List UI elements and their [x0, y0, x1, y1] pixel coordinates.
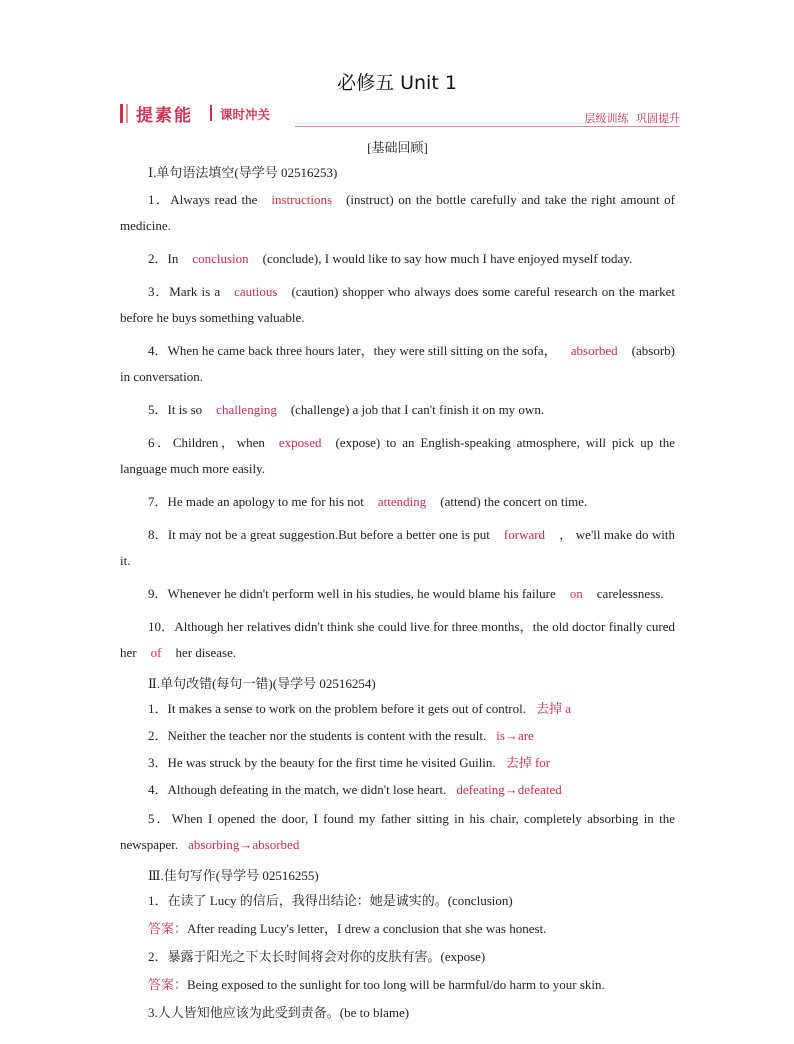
question: 3.人人皆知他应该为此受到责备。(be to blame)	[148, 1005, 410, 1020]
answer: attending	[377, 494, 427, 509]
list-item: 10．Although her relatives didn't think she could live for three months，the old doctor finally cured her of her disease.	[120, 619, 675, 660]
list-item: 7．He made an apology to me for his not attending (attend) the concert on time.	[148, 494, 588, 509]
section-banner	[120, 101, 680, 127]
list-item: 4．Although defeating in the match, we didn't lose heart. defeating→defeated	[148, 782, 562, 797]
banner-accent-bar	[120, 104, 123, 123]
worksheet-content	[120, 135, 675, 1030]
answer: conclusion	[192, 251, 249, 266]
list-item: 3．Mark is a cautious (caution) shopper who always does some careful research on the market before he buys something valuable.	[120, 284, 675, 325]
list-item: 5．It is so challenging (challenge) a job that I can't finish it on my own.	[148, 402, 545, 417]
answer: challenging	[216, 402, 277, 417]
question: 1．在读了 Lucy 的信后，我得出结论：她是诚实的。(conclusion)	[148, 893, 513, 908]
part3-list	[120, 890, 675, 1024]
part2-heading: Ⅱ.单句改错(每句一错)(导学号 02516254)	[148, 676, 376, 691]
banner-right-label: 层级训练 巩固提升	[584, 112, 680, 125]
answer-label: 答案：	[148, 977, 188, 992]
list-item: 1．It makes a sense to work on the problem before it gets out of control. 去掉 a	[148, 701, 572, 716]
list-item: 1．Always read the instructions (instruct) on the bottle carefully and take the right amount of medicine.	[120, 192, 676, 233]
page-title: 必修五 Unit 1	[337, 72, 457, 94]
answer-line: 答案：After reading Lucy's letter，I drew a conclusion that she was honest.	[148, 921, 547, 936]
answer: of	[150, 645, 162, 660]
answer: on	[569, 586, 583, 601]
answer-label: 答案：	[148, 921, 188, 936]
answer: instructions	[271, 192, 333, 207]
part1-heading: Ⅰ.单句语法填空(导学号 02516253)	[148, 165, 338, 180]
banner-accent-bar-secondary	[126, 104, 128, 123]
list-item: 4．When he came back three hours later，they were still sitting on the sofa， absorbed (absorb) in conversation.	[120, 343, 675, 384]
list-item: 3．He was struck by the beauty for the first time he visited Guilin. 去掉 for	[148, 755, 551, 770]
list-item: 2．Neither the teacher nor the students is content with the result. is→are	[148, 728, 534, 743]
answer: cautious	[234, 284, 278, 299]
answer: defeating→defeated	[456, 782, 562, 797]
banner-rule	[295, 126, 680, 127]
answer: absorbed	[570, 343, 618, 358]
list-item: 2．In conclusion (conclude), I would like to say how much I have enjoyed myself today.	[148, 251, 633, 266]
answer: 去掉 for	[505, 755, 551, 770]
list-item: 8．It may not be a great suggestion.But before a better one is put forward ， we'll make do with it.	[120, 527, 675, 568]
banner-divider	[210, 105, 212, 121]
section-heading: [基础回顾]	[367, 140, 428, 155]
question: 2．暴露于阳光之下太长时间将会对你的皮肤有害。(expose)	[148, 949, 486, 964]
banner-sub-label: 课时冲关	[220, 107, 271, 122]
answer: forward	[503, 527, 546, 542]
list-item: 5．When I opened the door, I found my father sitting in his chair, completely absorbing in the newspaper. absorbing→absorbed	[120, 811, 675, 852]
answer: absorbing→absorbed	[188, 837, 300, 852]
part3-heading: Ⅲ.佳句写作(导学号 02516255)	[148, 868, 319, 883]
part1-list	[120, 187, 675, 666]
answer: is→are	[496, 728, 534, 743]
answer: 去掉 a	[536, 701, 572, 716]
part2-list	[120, 698, 675, 858]
list-item: 9．Whenever he didn't perform well in his studies, he would blame his failure on carelessness.	[148, 586, 664, 601]
answer-line: 答案：Being exposed to the sunlight for too long will be harmful/do harm to your skin.	[148, 977, 605, 992]
answer: exposed	[278, 435, 322, 450]
list-item: 6．Children，when exposed (expose) to an English-speaking atmosphere, will pick up the language much more easily.	[120, 435, 676, 476]
banner-main-label: 提素能	[136, 106, 193, 126]
